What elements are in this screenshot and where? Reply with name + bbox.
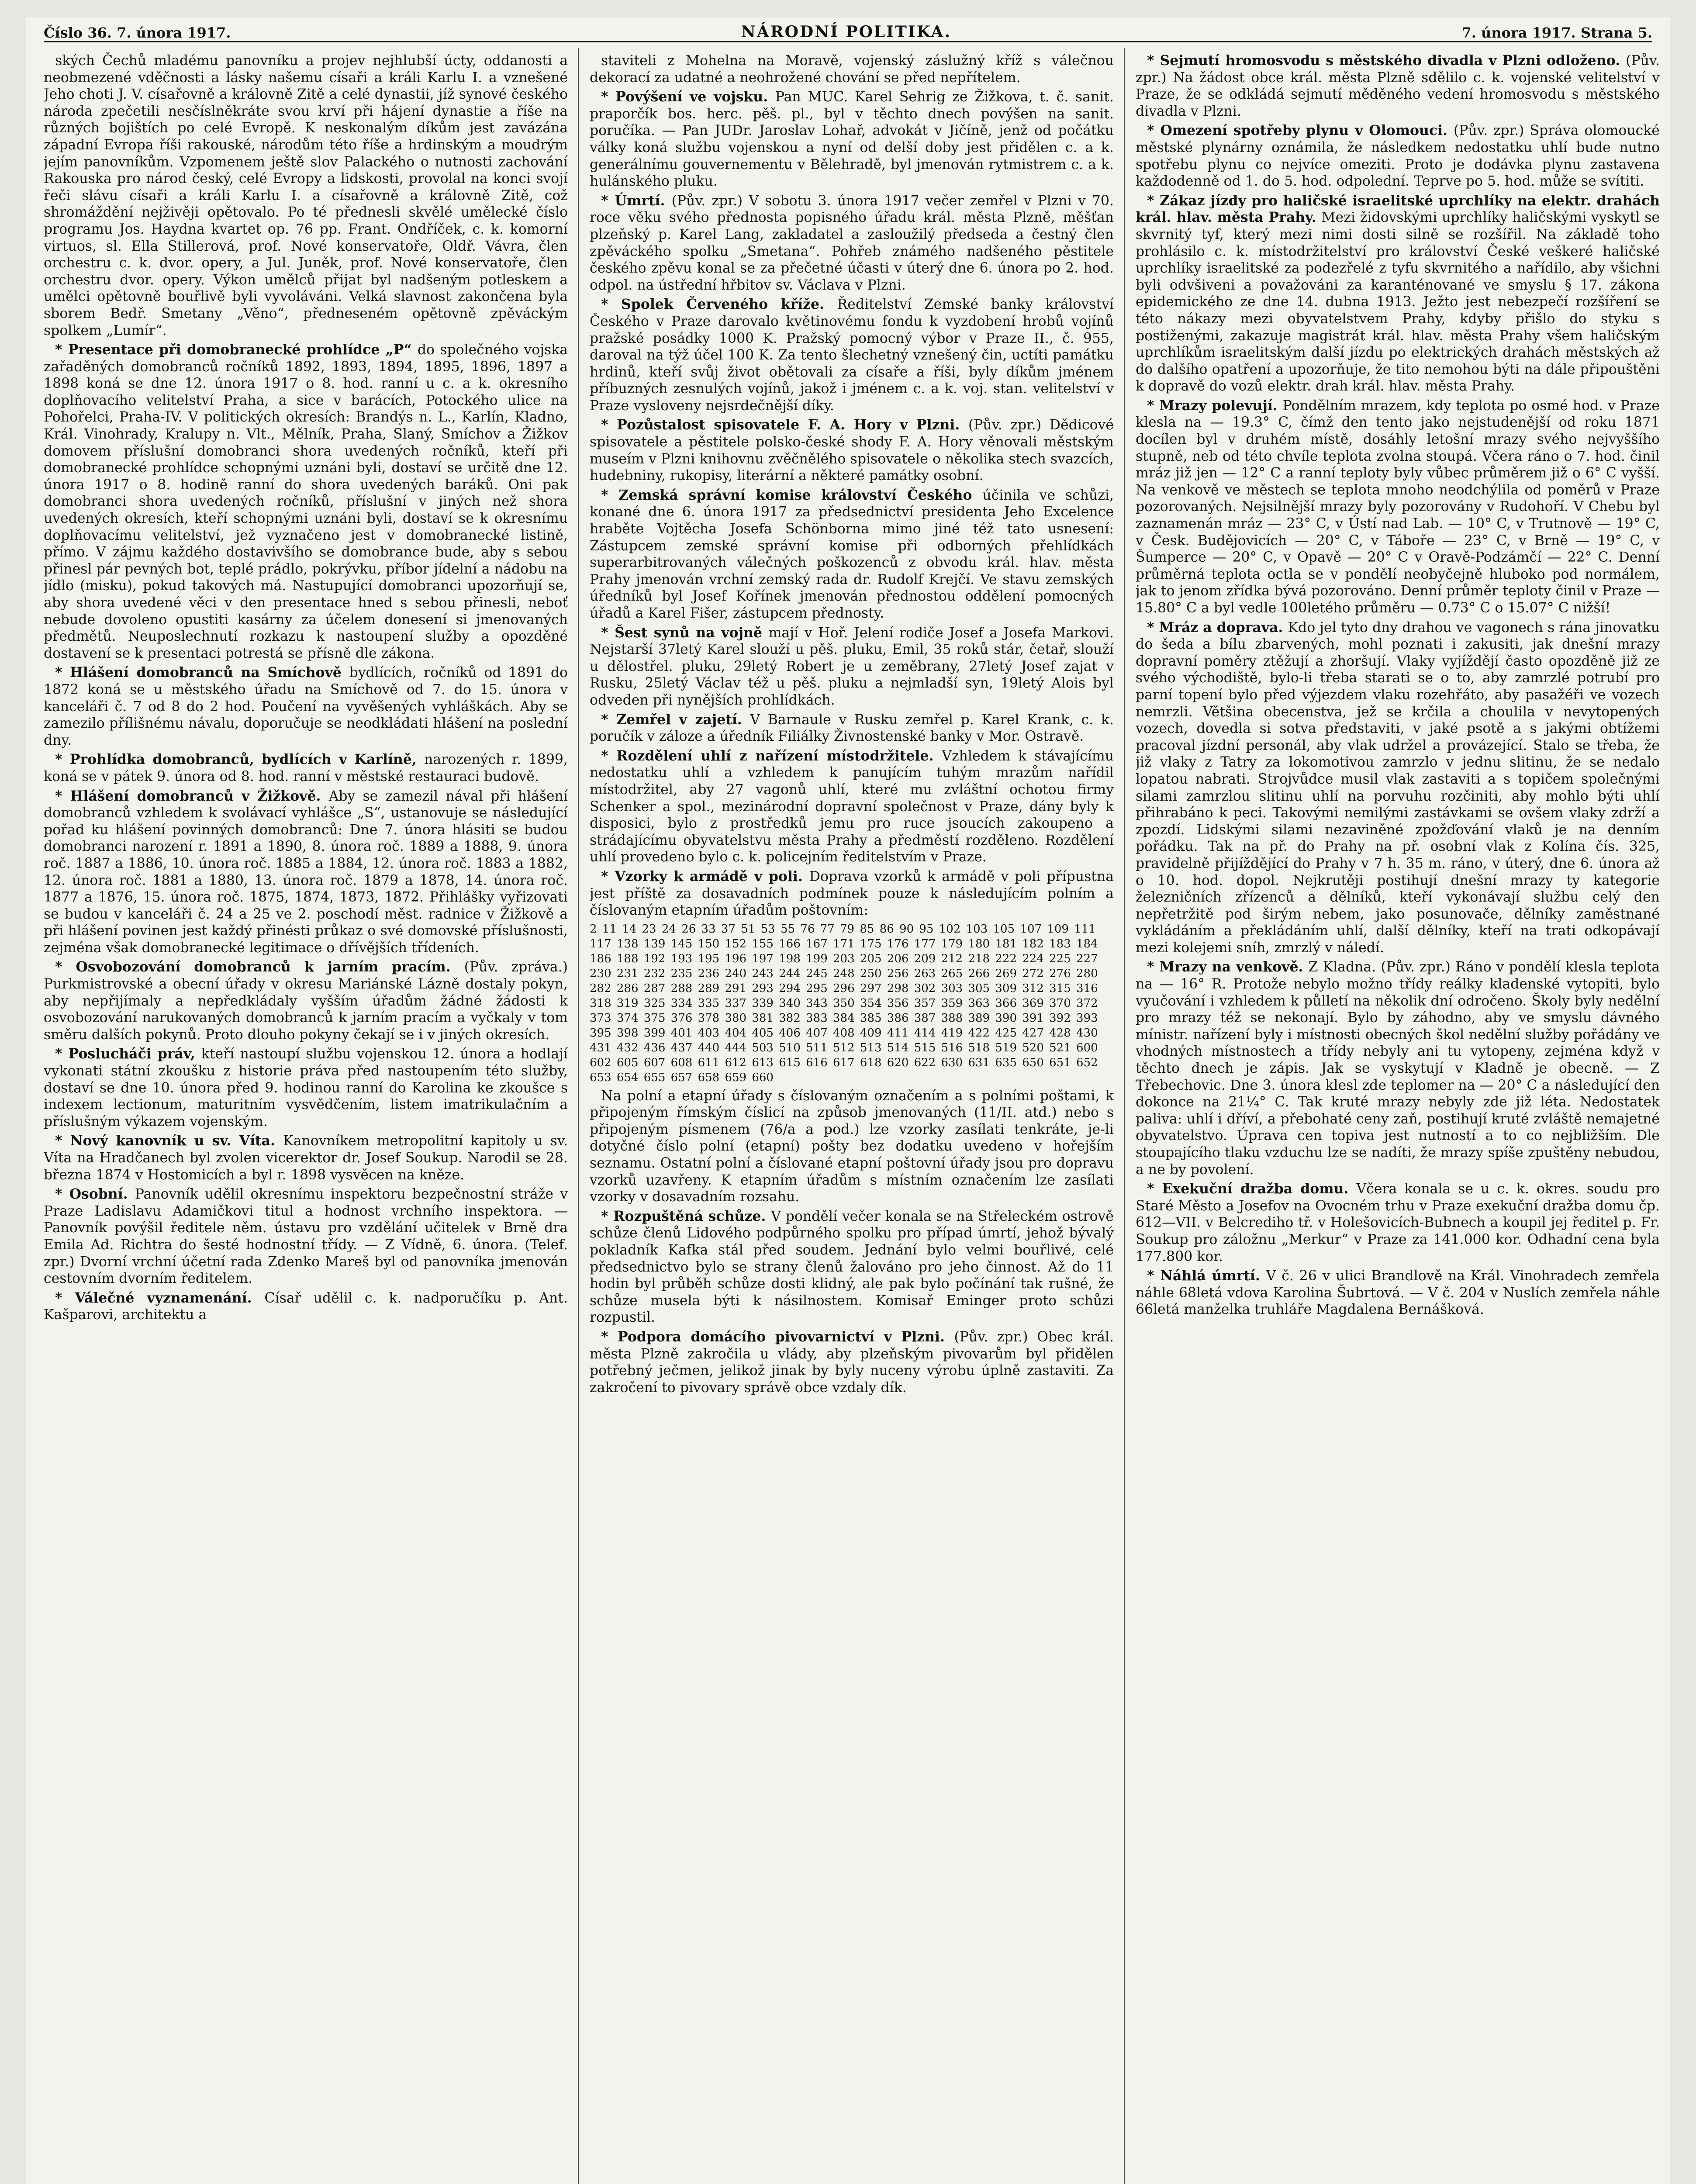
article-heading: * Zemřel v zajetí. xyxy=(601,711,750,728)
article-heading: * Zákaz jízdy pro haličské israelitské uprchlíky na elektr. drahách král. hlav. města Prahy. xyxy=(1136,192,1660,226)
article xyxy=(1136,52,1660,120)
article-heading: * Spolek Červeného kříže. xyxy=(601,296,837,313)
article-text: Doprava vzorků k armádě v poli přípustna jest příště za dosavadních podmínek pouze k následujícím polním a číslovaným etapním úřadům poštovním: xyxy=(590,868,1114,919)
article-paragraph xyxy=(590,625,1114,709)
article-heading: * Zemská správní komise království Českého xyxy=(601,487,983,503)
article-heading: * Šest synů na vojně xyxy=(601,624,769,641)
article xyxy=(590,487,1114,622)
article xyxy=(44,1186,568,1287)
article-text: Mezi židovskými uprchlíky haličskými vyskytl se skvrnitý tyf, který mezi nimi dosti silně se rozšířil. Na základě toho prohlásilo c. k. místodržitelství pro království České veškeré haličské uprchlíky israelitské za podezřelé z tyfu skvrnitého a nařídilo, aby všichni byli odvšiveni a považováni za karanténované ve smyslu § 17. zákona epidemického ze dne 14. dubna 1913. Ježto jest nebezpečí rozšíření se této nákazy mezi obyvatelstvem Prahy, kdyby přišlo do styku s postiženými, zakazuje magistrát král. hlav. města Prahy všem haličským uprchlíkům israelitským další jízdu po elektrických drahách městských až do dalšího opatření a upozorňuje, že tito nemohou býti na dále připouštěni k dopravě do vozů elektr. drah král. hlav. města Prahy. xyxy=(1136,210,1660,394)
article xyxy=(590,52,1114,86)
postal-office-numbers xyxy=(590,922,1114,1085)
article-heading: * Prohlídka domobranců, bydlících v Karlíně, xyxy=(55,751,425,768)
article-text: Císař udělil c. k. nadporučíku p. Ant. Kašparovi, architektu a xyxy=(44,1290,568,1323)
article-text: Pan MUC. Karel Sehrig ze Žižkova, t. č. sanit. praporčík bos. herc. pěš. pl., byl v těchto dnech povýšen na sanit. poručíka. — Pan JUDr. Jaroslav Lohař, advokát v Jičíně, jenž od počátku války koná službu vojenskou a nyní od delší doby jest přidělen c. a k. generálnímu gouvernementu v Bělehradě, byl jmenován rytmistrem c. a k. hulánského pluku. xyxy=(590,89,1114,190)
article xyxy=(1136,959,1660,1178)
article-text: do společného vojska zařaděných domobranců ročníků 1892, 1893, 1894, 1895, 1896, 1897 a 1898 koná se dne 12. února 1917 o 8. hod. ranní u c. a k. okresního doplňovacího velitelství Praha, a sice v barácích, Potockého ulice na Pohořelci, Praha-IV. V politických okresích: Brandýs n. L., Karlín, Kladno, Král. Vinohrady, Kralupy n. Vlt., Mělník, Praha, Slaný, Smíchov a Žižkov domovem příslušní domobranci shora uvedených ročníků, kteří při domobranecké prohlídce schopnými uznáni byli, dostaví se určitě dne 12. února 1917 o 8. hodině ranní do shora uvedených baráků. Oni pak domobranci shora uvedených ročníků, příslušní v jiných než shora uvedených okresích, kteří schopnými uznáni byli, dostaví se k okresnímu doplňovacímu velitelství, jež vyznačeno jest v domobranecké listině, přímo. V zájmu každého dostavivšího se domobrance bude, aby s sebou přinesl pár pevných bot, teplé prádlo, pokrývku, příbor jídelní a nádobu na jídlo (misku), pokud takových má. Nastupující domobranci upozorňují se, aby shora uvedené věci v den presentace hned s sebou přinesli, neboť nebude dovoleno opustiti kasárny za účelem donesení si jmenovaných předmětů. Neuposlechnutí rozkazu k nastoupení služby a opozděné dostavení se k presentaci potrestá se přísně dle zákona. xyxy=(44,342,568,661)
newspaper-title: NÁRODNÍ POLITIKA. xyxy=(741,23,952,41)
article xyxy=(44,788,568,957)
newspaper-page xyxy=(26,17,1670,2184)
article-text: Panovník udělil okresnímu inspektoru bezpečnostní stráže v Praze Ladislavu Adamičkovi titul a hodnost vrchního inspektora. — Panovník povýšil ředitele něm. ústavu pro vzdělání učitelek v Brně dra Emila Ad. Richtra do šesté hodnostní třídy. — Z Vídně, 6. února. (Telef. zpr.) Dvorní vrchní účetní rada Zdenko Mareš byl od panovníka jmenován cestovním dvorním ředitelem. xyxy=(44,1186,568,1287)
article-paragraph xyxy=(1136,122,1660,190)
article-paragraph xyxy=(1136,1181,1660,1265)
article xyxy=(590,417,1114,484)
article-paragraph xyxy=(590,52,1114,86)
article-paragraph xyxy=(44,1290,568,1324)
article-heading: * Povýšení ve vojsku. xyxy=(601,89,775,105)
article xyxy=(1136,122,1660,190)
article-text: (Pův. zpráva.) Purkmistrovské a obecní úřady v okresu Mariánské Lázně dostaly pokyn, aby nepřijímaly a nepředkládaly vyšším úřadům žádné žádosti k osvobozování narukovaných domobranců k jarním pracím a vyčkaly v tom směru dalších pokynů. Proto dlouho pokyny čekají se i v jiných okresích. xyxy=(44,959,568,1043)
article-text: (Pův. zpr.) Dědicové spisovatele a pěstitele polsko-české shody F. A. Hory věnovali městským museím v Plzni knihovnu zvěčnělého spisovatele o několika stech svazcích, hudebniny, rukopisy, literární a některé památky osobní. xyxy=(590,417,1114,484)
article xyxy=(1136,1181,1660,1265)
article xyxy=(1136,1268,1660,1318)
column-divider xyxy=(578,48,579,2184)
article xyxy=(44,342,568,662)
article-paragraph xyxy=(1136,619,1660,957)
article-heading: * Náhlá úmrtí. xyxy=(1147,1268,1266,1284)
article-heading: * Sejmutí hromosvodu s městského divadla v Plzni odloženo. xyxy=(1147,52,1626,69)
article-heading: * Vzorky k armádě v poli. xyxy=(601,868,809,885)
article-paragraph xyxy=(1136,193,1660,395)
article xyxy=(590,1329,1114,1396)
article-paragraph xyxy=(1136,397,1660,617)
article xyxy=(44,751,568,785)
article-text: bydlících, ročníků od 1891 do 1872 koná se u městského úřadu na Smíchově od 7. do 15. února v kanceláři č. 7 od 8 do 2 hod. Poučení na vyvěšených vyhláškách. Aby se zamezilo přílišnému návalu, doporučuje se neodkládati hlášení na poslední dny. xyxy=(44,665,568,748)
article-heading: * Exekuční dražba domu. xyxy=(1147,1181,1357,1197)
article-heading: * Úmrtí. xyxy=(601,192,672,209)
article-text: V pondělí večer konala se na Střeleckém ostrově schůze členů Lidového podpůrného spolku pro případ úmrtí, jehož bývalý pokladník Kafka stál před soudem. Jednání bylo velmi bouřlivé, celé předsednictvo bylo se strany členů žalováno pro jeho činnost. Až do 11 hodin byl průběh schůze dosti klidný, ale pak bylo počínání tak rušné, že schůze musela býti k násilnostem. Komisař Eminger proto schůzi rozpustil. xyxy=(590,1208,1114,1326)
article-paragraph xyxy=(590,1329,1114,1396)
article-paragraph xyxy=(590,89,1114,190)
article-paragraph xyxy=(44,52,568,339)
article-paragraph xyxy=(44,751,568,785)
article-heading: * Mrazy polevují. xyxy=(1147,397,1283,414)
column-3 xyxy=(1136,52,1660,2184)
column-2 xyxy=(590,52,1114,2184)
article xyxy=(1136,619,1660,957)
article-heading: * Nový kanovník u sv. Víta. xyxy=(55,1133,283,1149)
article-text: (Pův. zpr.) Na žádost obce král. města Plzně sdělilo c. k. vojenské velitelství v Praze, že se odkládá sejmutí měděného vedení hromosvodu s městského divadla v Plzni. xyxy=(1136,53,1660,119)
article-text: (Pův. zpr.) Správa olomoucké městské plynárny oznámila, že následkem nedostatku uhlí bude nutno spotřebu plynu co nejvíce omeziti. Proto je dodávka plynu zastavena každodenně od 1. do 5. hod. odpolední. Teprve po 5. hod. může se svítiti. xyxy=(1136,123,1660,190)
column-1 xyxy=(44,52,568,2184)
article-paragraph xyxy=(590,748,1114,866)
article-paragraph xyxy=(44,1133,568,1183)
article-paragraph xyxy=(590,868,1114,919)
article-paragraph xyxy=(590,1208,1114,1326)
article-heading: * Rozpuštěná schůze. xyxy=(601,1208,771,1224)
article-paragraph xyxy=(1136,1268,1660,1318)
article xyxy=(590,296,1114,414)
article xyxy=(1136,193,1660,395)
article-heading: * Válečné vyznamenání. xyxy=(55,1289,265,1306)
column-divider xyxy=(1124,48,1125,2184)
article-paragraph xyxy=(590,712,1114,745)
article-paragraph xyxy=(590,193,1114,294)
article-text: Pondělním mrazem, kdy teplota po osmé hod. v Praze klesla na — 19.3° C, čímž den tento jako nejstudenější od roku 1871 docílen byl v druhém místě, dosáhly letošní mrazy svého nejvyššího stupně, neb od této chvíle teplota zvolna stoupá. Včera ráno o 7. hod. činil mráz již jen — 12° C a ranní teploty byly vůbec průměrem již o 6° C vyšší. Na venkově ve městech se teplota mnoho neodchýlila od poměrů v Praze pozorovaných. Nejsilnější mrazy byly pozorovány v Rudohoří. V Chebu byl zaznamenán mráz — 23° C, v Ústí nad Lab. — 10° C, v Trutnově — 19° C, v Česk. Budějovicích — 20° C, v Táboře — 23° C, v Brně — 19° C, v Šumperce — 20° C, v Opavě — 20° C v Oravě-Podzámčí — 22° C. Denní průměrná teplota octla se v pondělí neobyčejně hluboko pod normálem, jak to jenom zřídka bývá pozorováno. Denní průměr teploty činil v Praze — 15.80° C a byl vedle 100letého průměru — 0.73° C o 15.07° C nižší! xyxy=(1136,397,1660,616)
article-text: Kanovníkem metropolitní kapitoly u sv. Víta na Hradčanech byl zvolen vicerektor dr. Josef Soukup. Narodil se 28. března 1874 v Hostomicích a byl r. 1898 vysvěcen na kněze. xyxy=(44,1133,568,1183)
article xyxy=(590,868,1114,919)
article xyxy=(590,625,1114,709)
article-paragraph xyxy=(44,788,568,957)
article xyxy=(590,89,1114,190)
masthead xyxy=(44,22,1652,42)
article-heading: * Omezení spotřeby plynu v Olomouci. xyxy=(1147,122,1454,139)
article-text: V Barnaule v Rusku zemřel p. Karel Krank, c. k. poručík v záloze a úředník Filiálky Živnostenské banky v Mor. Ostravě. xyxy=(590,712,1114,745)
article xyxy=(590,922,1114,1085)
article-text: Ředitelství Zemské banky království Českého v Praze darovalo květinovému fondu k vyzdobení hrobů vojínů pražské posádky 1000 K. Pražský pomocný výbor v Praze II., č. 955, daroval na týž účel 100 K. Za tento šlechetný vznešený čin, uctíti památku hrdinů, kteří svůj život obětovali za císaře a říši, byly díkům jménem příbuzných zesnulých vojínů, jakož i jménem c. a k. voj. stan. velitelství v Praze vysloveny nejsrdečnější díky. xyxy=(590,297,1114,414)
article-text: Na polní a etapní úřady s číslovaným označením a s polními poštami, k připojeným římským číslicí na způsob jmenovaných (11/II. atd.) nebo s připojeným písmenem (76/a a pod.) lze vzorky zasílati tenkráte, je-li dotyčné číslo polní (etapní) pošty bez dodatku uvedeno v hořejším seznamu. Ostatní polní a číslované etapní poštovní úřady jsou pro dopravu vzorků uzavřeny. K etapním úřadům s místním označením lze zasílati vzorky v dosavadním rozsahu. xyxy=(590,1088,1114,1205)
article-text: Z Kladna. (Pův. zpr.) Ráno v pondělí klesla teplota na — 16° R. Protože nebylo možno třídy reálky kladenské vytopiti, bylo vyučování i vzhledem k půlletí na několik dní odročeno. Školy byly nedělní pro mrazy též se nekonají. Bylo by záhodno, aby ve smyslu dávného mínistr. nařízení byly i místnosti obecných škol nedělní služby pořádány ve vhodných místnostech a třídy nebyly ani tu vytopeny, zejména když v těchto dnech je zápis. Jak se vyskytují v Kladně je obecně. — Z Třebechovic. Dne 3. února klesl zde teplomer na — 20° C a následující den dokonce na 21¼° C. Tak kruté mrazy nebyly zde již léta. Nedostatek paliva: uhlí i dříví, a přebohaté ceny zaň, postihují kruté zvláště nemajetné obyvatelstvo. Úprava cen topiva jest nutností a to co nejbližším. Dle stoupajícího tlaku vzduchu lze se nadíti, že mrazy spíše zpuštěny nebudou, a ne by povolení. xyxy=(1136,959,1660,1178)
article xyxy=(1136,397,1660,617)
article xyxy=(590,712,1114,745)
article-text: 2 11 14 23 24 26 33 37 51 53 55 76 77 79 85 86 90 95 102 103 105 107 109 111 117 138 139 145 150 152 155 166 167 171 175 176 177 179 180 181 182 183 184 186 188 192 193 195 196 197 198 199 203 205 206 209 212 218 222 224 225 227 230 231 232 235 236 240 243 244 245 248 250 256 263 265 266 269 272 276 280 282 286 287 288 289 291 293 294 295 296 297 298 302 303 305 309 312 315 316 318 319 325 334 335 337 339 340 343 350 354 356 357 359 363 366 369 370 372 373 374 375 376 378 380 381 382 383 384 385 386 387 388 389 390 391 392 393 395 398 399 401 403 404 405 406 407 408 409 411 414 419 422 425 427 428 430 431 432 436 437 440 444 503 510 511 512 513 514 515 516 518 519 520 521 600 602 605 607 608 611 612 613 615 616 617 618 620 622 630 631 635 650 651 652 653 654 655 657 658 659 660 xyxy=(590,922,1103,1084)
article-paragraph xyxy=(590,1088,1114,1206)
article-heading: * Pozůstalost spisovatele F. A. Hory v Plzni. xyxy=(601,417,968,433)
article-text: (Pův. zpr.) Obec král. města Plzně zakročila u vlády, aby plzeňským pivovarům byl přidělen potřebný ječmen, jelikož jinak by byly nuceny výrobu úplně zastaviti. Za zakročení to pivovary správě obce vzdaly dík. xyxy=(590,1329,1114,1396)
article-heading: * Rozdělení uhlí z nařízení místodržitele. xyxy=(601,747,942,764)
article-text: kteří nastoupí službu vojenskou 12. února a hodlají vykonati státní zkoušku z historie práva před nastoupením této služby, dostaví se dne 10. února před 9. hodinou ranní do Karolina ke zkoušce s indexem lectionum, maturitním vysvědčením, listem imatrikulačním a příslušným výkazem vojenským. xyxy=(44,1046,568,1130)
article-paragraph xyxy=(590,417,1114,484)
article xyxy=(590,1088,1114,1206)
article-heading: * Osvobozování domobranců k jarním pracím. xyxy=(55,959,464,975)
issue-info: Číslo 36. 7. února 1917. xyxy=(44,24,231,41)
article-paragraph xyxy=(44,342,568,662)
article-paragraph xyxy=(1136,52,1660,120)
article xyxy=(590,748,1114,866)
article-paragraph xyxy=(44,1186,568,1287)
article-text: účinila ve schůzi, konané dne 6. února 1917 za předsednictví presidenta Jeho Excelence hraběte Vojtěcha Josefa Schönborna mimo jiné též tato usnesení: Zástupcem zemské správní komise při odborných přehlídkách superarbitrovaných válečných poškozenců z obvodu král. hlav. města Prahy jmenován vrchní zemský rada dr. Rudolf Krejčí. Ve stavu zemských úředníků byl Josef Kořínek jmenován přednostou oddělení pomocných úřadů a Karel Fišer, zástupcem přednosty. xyxy=(590,487,1114,621)
article-heading: * Mráz a doprava. xyxy=(1147,619,1288,636)
page-info: 7. února 1917. Strana 5. xyxy=(1461,24,1652,41)
article-heading: * Osobní. xyxy=(55,1186,135,1203)
article-heading: * Hlášení domobranců v Žižkově. xyxy=(55,788,329,804)
article-heading: * Presentace při domobranecké prohlídce „P“ xyxy=(55,342,418,358)
article-text: Vzhledem k stávajícímu nedostatku uhlí a vzhledem k panujícím tuhým mrazům nařídil místodržitel, aby 27 vagonů uhlí, které mu zvláštní ochotou firmy Schenker a spol., mezinárodní dopravní společnost v Praze, dány byly k disposici, bylo z prostředků jemu pro ruce jsoucích zakoupeno a strádajícímu obyvatelstvu města Prahy a předměstí rozděleno. Rozdělení uhlí provedeno bylo c. k. policejním ředitelstvím v Praze. xyxy=(590,748,1114,865)
article xyxy=(590,1208,1114,1326)
article xyxy=(44,1290,568,1324)
article-text: Kdo jel tyto dny drahou ve vagonech s rána jinovatku do šeda a bílu zbarvených, mohl poznati i zakusiti, jak dnešní mrazy dopravní poměry ztěžují a zhoršují. Vlaky vyjíždějí často opozděně již ze svého východiště, bylo-li třeba starati se o to, aby zamrzlé potrubí pro parní topení bylo před výjezdem vlaku rozehřáto, aby pasažéři ve vozech nemrzli. Většina obecenstva, jež se krčila a choulila v nevytopených vozech, dovedla si sotva představiti, v jaké psotě a s jakými obtížemi pracoval jízdní personál, aby vlak udržel a provázející. Stalo se třeba, že již vlaky z Tatry za lokomotivou zamrzlo v jednu slitinu, že se nedalo lopatou nabrati. Strojvůdce musil vlak zastaviti a s topičem společnými silami zamrzlou slitinu uhlí na porvuhu rozčiniti, aby mohlo býti uhlí přihrabáno k peci. Takovými nemilými zastávkami se ovšem vlaky zdrží a zpozdí. Lidskými silami nezaviněné zpožďování vlaků je na denním pořádku. Tak na př. do Prahy na př. osobní vlak z Kolína čís. 325, pravidelně přijíždějící do Prahy v 7 h. 35 m. ráno, v úterý, dne 6. února až o 10. hod. dopol. Nejkrutěji postihují dnešní mrazy ty kategorie železničních zřízenců a dělníků, kteří vykonávají službu celý den nepřetržitě pod širým nebem, jako posunovače, dělníky zaměstnané vykládáním a překládáním uhlí, další dělníky, kteří na trati odkopávají mezi kolejemi sníh, zmrzlý v náledí. xyxy=(1136,619,1660,956)
article-text: narozených r. 1899, koná se v pátek 9. února od 8. hod. ranní v městské restauraci budově. xyxy=(44,752,568,784)
article-heading: * Hlášení domobranců na Smíchově xyxy=(55,664,349,681)
article xyxy=(44,1133,568,1183)
article-paragraph xyxy=(44,664,568,749)
article-text: staviteli z Mohelna na Moravě, vojenský záslužný kříž s válečnou dekorací za udatné a neohrožené chování se před nepřítelem. xyxy=(590,53,1114,86)
article-paragraph xyxy=(44,959,568,1043)
article-text: Aby se zamezil nával při hlášení domobranců vzhledem k svolávací vyhlášce „S“, ustanovuje se následující pořad ku hlášení povinných domobranců: Dne 7. února hlásiti se budou domobranci narození r. 1891 a 1890, 8. února roč. 1889 a 1888, 9. února roč. 1887 a 1886, 10. února roč. 1885 a 1884, 12. února roč. 1883 a 1882, 12. února roč. 1881 a 1880, 13. února roč. 1879 a 1878, 14. února roč. 1877 a 1876, 15. února roč. 1875, 1874, 1873, 1872. Přihlášky vyřizovati se budou v kanceláři č. 24 a 25 ve 2. poschodí měst. radnice v Žižkově a při hlášení povinen jest každý přinésti průkaz o své domovské příslušnosti, zejména však domobranecké legitimace o dřívějších třídeních. xyxy=(44,788,568,956)
article-paragraph xyxy=(1136,959,1660,1178)
article-heading: * Mrazy na venkově. xyxy=(1147,959,1309,975)
article xyxy=(44,664,568,749)
article-paragraph xyxy=(44,1046,568,1130)
article xyxy=(44,1046,568,1130)
article-text: V č. 26 v ulici Brandlově na Král. Vinohradech zemřela náhle 68letá vdova Karolina Šubrtová. — V č. 204 v Nuslích zemřela náhle 66letá manželka truhláře Magdalena Bernášková. xyxy=(1136,1268,1660,1318)
article-text: Včera konala se u c. k. okres. soudu pro Staré Město a Josefov na Ovocném trhu v Praze exekuční dražba domu čp. 612—VII. v Belcrediho tř. v Holešovicích-Bubnech a koupil jej ředitel p. Fr. Soukup pro záložnu „Merkur“ v Praze za 141.000 kor. Odhadní cena byla 177.800 kor. xyxy=(1136,1181,1660,1265)
article-paragraph xyxy=(590,487,1114,622)
article-text: ských Čechů mladému panovníku a projev nejhlubší úcty, oddanosti a neobmezené vděčnosti a lásky našemu císaři a králi Karlu I. a vznešené Jeho choti J. V. císařovně a královně Zitě a celé dynastii, jíž synové českého národa zpečetili nesčíslněkráte svou krví při hájení dynastie a říše na různých bojištích po celé Evropě. K neskonalým díkům jest zavázána západní Evropa říši rakouské, národům této říše a hrdinským a moudrým jejím panovníkům. Vzpomenem ještě slov Palackého o nutnosti zachování Rakouska pro národ český, celé Evropy a lidskosti, provolal na konci svojí řeči slávu císaři a králi Karlu I. a císařovně a královně Zitě, což shromáždění nejživěji opětovalo. Po té přednesli skvělé umělecké číslo programu Jos. Haydna kvartet op. 76 pp. Frant. Ondříček, c. k. komorní virtuos, sl. Ella Stillerová, prof. Nové konservatoře, Oldř. Vávra, člen orchestru c. k. dvor. opery, a Jul. Juněk, prof. Nové konservatoře, člen orchestru dvor. opery. Výkon umělců přijat byl nadšeným potleskem a umělci opětovně bouřlivě byli vyvoláváni. Velká slavnost zakončena byla sborem Bedř. Smetany „Věno“, předneseném opětovně zpěváckým spolkem „Lumír“. xyxy=(44,53,568,339)
article xyxy=(44,959,568,1043)
article xyxy=(44,52,568,339)
article-heading: * Podpora domácího pivovarnictví v Plzni. xyxy=(601,1329,954,1345)
article-text: mají v Hoř. Jelení rodiče Josef a Josefa Markovi. Nejstarší 37letý Karel slouží u pěš. pluku, Emil, 35 roků stár, četař, slouží u dělostřel. pluku, 29letý Robert je u zeměbrany, 27letý Josef zajat v Rusku, 25letý Václav též u pěš. pluku a nejmladší syn, 19letý Alois byl odveden při nynějších prohlídkách. xyxy=(590,625,1114,708)
article xyxy=(590,193,1114,294)
article-text: (Pův. zpr.) V sobotu 3. února 1917 večer zemřel v Plzni v 70. roce věku svého přednosta popisného úřadu král. města Plzně, měšťan plzeňský p. Karel Lang, zakladatel a zasloužilý předseda a čestný člen zpěváckého spolku „Smetana“. Pohřeb známého nadšeného pěstitele českého zpěvu konal se za přečetné účasti v úterý dne 6. února po 2. hod. odpol. na ústřední hřbitov sv. Václava v Plzni. xyxy=(590,193,1114,293)
article-heading: * Poslucháči práv, xyxy=(55,1046,201,1062)
article-paragraph xyxy=(590,296,1114,414)
